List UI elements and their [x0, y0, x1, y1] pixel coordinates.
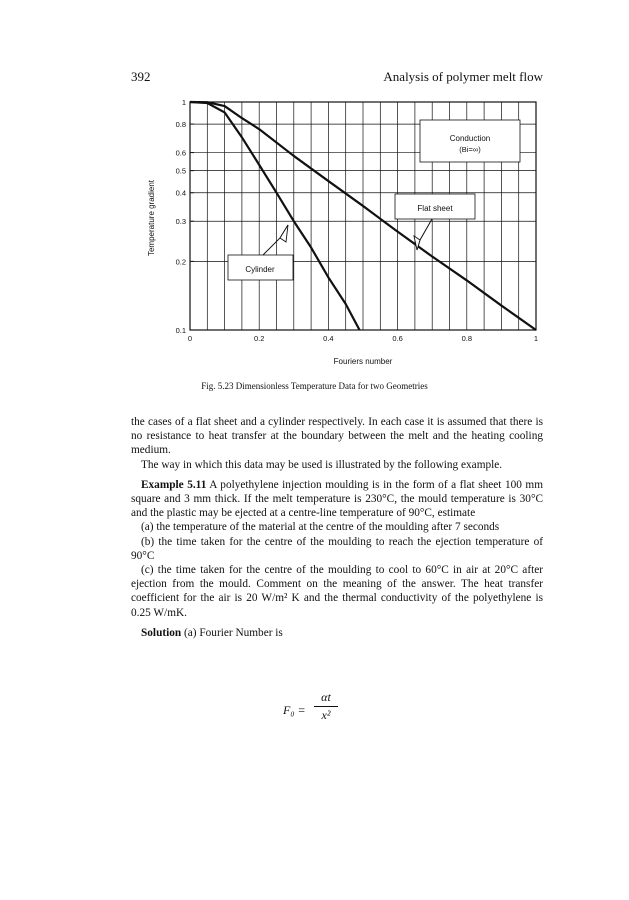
cylinder-curve	[190, 102, 360, 330]
x-tick-label: 0	[187, 334, 193, 343]
y-axis-label: Temperature gradient	[147, 179, 156, 257]
running-title: Analysis of polymer melt flow	[383, 69, 543, 84]
x-tick-label: 0.8	[461, 334, 473, 343]
y-tick-label: 0.6	[175, 148, 186, 158]
x-axis-label: Fouriers number	[333, 357, 393, 366]
y-tick-label: 0.8	[175, 120, 186, 130]
item-b: (b) the time taken for the centre of the moulding to reach the ejection temperature of 90°C	[131, 535, 543, 562]
formula-denominator: x²	[321, 708, 331, 722]
formula-numerator: αt	[321, 690, 331, 704]
y-tick-label: 0.5	[175, 166, 186, 176]
x-tick-label: 0.4	[323, 334, 334, 343]
flat-sheet-pointer	[417, 219, 432, 250]
formula-lhs: F₀ =	[283, 703, 306, 717]
conduction-sub-label: (Bi=∞)	[459, 145, 481, 154]
body-text	[131, 415, 543, 640]
paragraph-2: The way in which this data may be used is illustrated by the following example.	[141, 458, 503, 471]
y-tick-label: 1	[181, 98, 186, 107]
solution-label: Solution	[141, 626, 182, 639]
y-tick-label: 0.2	[175, 257, 186, 267]
formula-fraction	[314, 690, 338, 723]
x-tick-label: 0.2	[253, 334, 265, 343]
flat-sheet-label: Flat sheet	[417, 204, 453, 213]
item-a: (a) the temperature of the material at the centre of the moulding after 7 seconds	[141, 521, 500, 534]
cylinder-label: Cylinder	[245, 265, 275, 274]
y-tick-labels	[176, 98, 194, 335]
item-c: (c) the time taken for the centre of the moulding to cool to 60°C in air at 20°C after ejection from the mould. Comment on the meaning of the answer. The heat transfer coefficient for the air is 20 W/m² K and the thermal conductivity of the polyethylene is 0.25 W/mK.	[131, 564, 543, 619]
annotation-layer	[228, 120, 520, 280]
x-tick-labels	[188, 334, 538, 343]
x-tick-label: 1	[533, 334, 539, 343]
conduction-label: Conduction	[449, 134, 491, 143]
x-tick-label: 0.6	[392, 334, 403, 343]
y-tick-label: 0.4	[175, 188, 186, 198]
paragraph-1: the cases of a flat sheet and a cylinder respectively. In each case it is assumed that there is no resistance to heat transfer at the boundary between the melt and the heating cooling medium.	[131, 416, 543, 457]
temperature-gradient-chart	[120, 90, 550, 375]
example-label: Example 5.11	[141, 478, 207, 491]
example-paragraph	[131, 478, 543, 521]
example-text: A polyethylene injection moulding is in the form of a flat sheet 100 mm square and 3 mm thick. If the melt temperature is 230°C, the mould temperature is 30°C and the plastic may be ejected at a centre-line temperature of 90°C, estimate	[131, 478, 543, 520]
page-number: 392	[131, 69, 151, 84]
solution-paragraph	[131, 626, 543, 640]
fraction-bar	[314, 706, 338, 707]
solution-text: (a) Fourier Number is	[181, 626, 283, 639]
y-tick-label: 0.3	[175, 217, 186, 227]
figure-caption: Fig. 5.23 Dimensionless Temperature Data for two Geometries	[201, 381, 428, 391]
cylinder-arrowhead	[280, 225, 288, 242]
y-tick-label: 0.1	[175, 326, 186, 335]
